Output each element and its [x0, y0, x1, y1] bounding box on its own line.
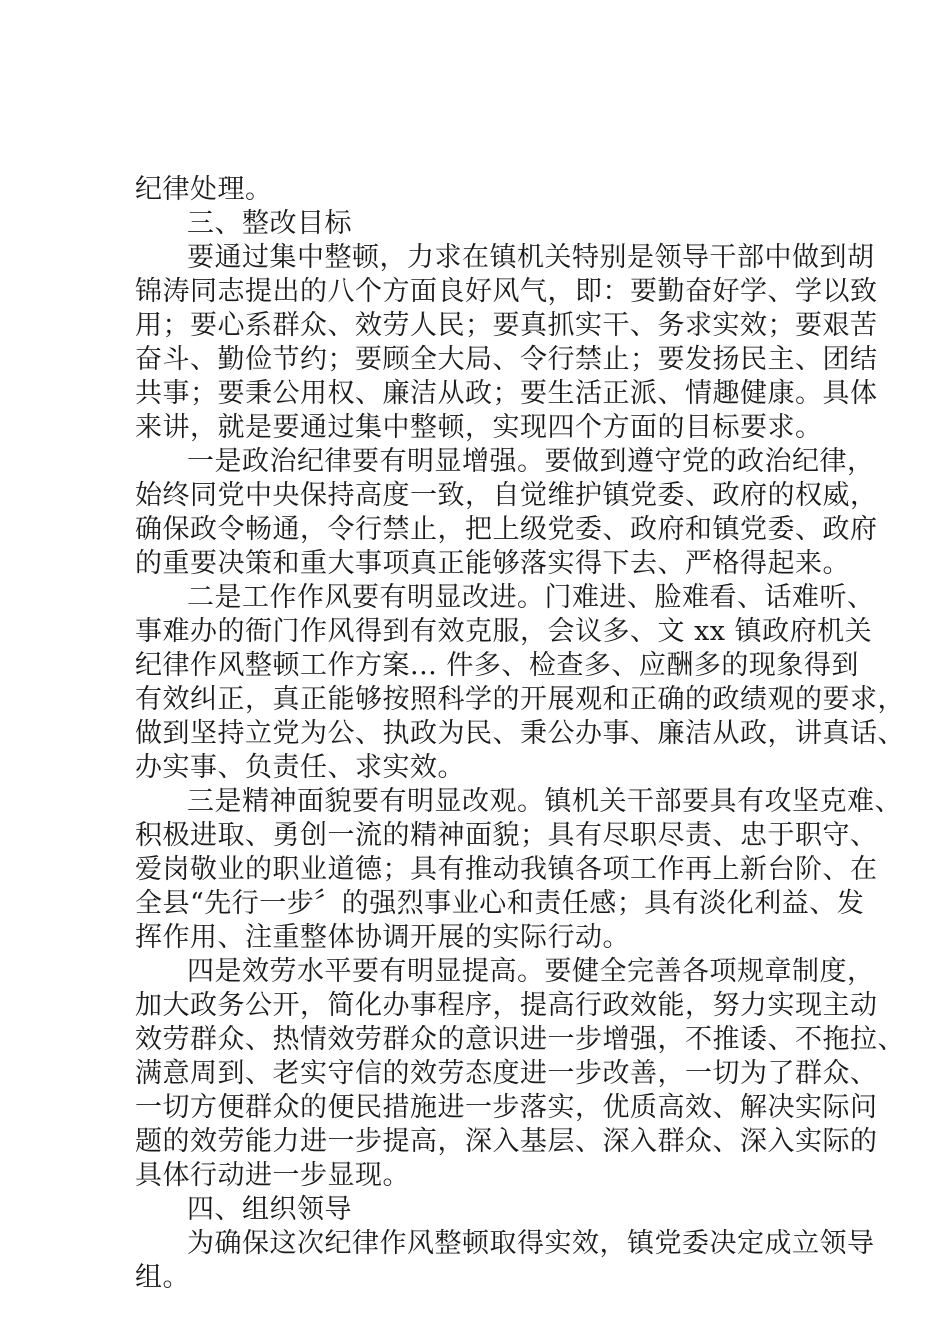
text-line: 挥作用、注重整体协调开展的实际行动。	[135, 922, 630, 953]
text-line: 题的效劳能力进一步提高，深入基层、深入群众、深入实际的	[135, 1126, 878, 1157]
text-line: 积极进取、勇创一流的精神面貌；具有尽职尽责、忠于职守、	[135, 820, 878, 851]
text-line: 锦涛同志提出的八个方面良好风气，即：要勤奋好学、学以致	[135, 276, 878, 307]
text-line: 有效纠正，真正能够按照科学的开展观和正确的政绩观的要求，	[135, 684, 905, 715]
text-line: 纪律处理。	[135, 174, 273, 205]
text-line: 具体行动进一步显现。	[135, 1160, 410, 1191]
text-line: 纪律作风整顿工作方案... 件多、检查多、应酬多的现象得到	[135, 650, 859, 681]
text-line: 一是政治纪律要有明显增强。要做到遵守党的政治纪律，	[187, 446, 875, 477]
text-line: 二是工作作风要有明显改进。门难进、脸难看、话难听、	[187, 582, 875, 613]
text-line: 的重要决策和重大事项真正能够落实得下去、严格得起来。	[135, 548, 850, 579]
text-line: 始终同党中央保持高度一致，自觉维护镇党委、政府的权威，	[135, 480, 878, 511]
text-line: 组。	[135, 1262, 190, 1293]
text-line: 来讲，就是要通过集中整顿，实现四个方面的目标要求。	[135, 412, 823, 443]
text-line: 全县“先行一步〞的强烈事业心和责任感；具有淡化利益、发	[135, 888, 865, 919]
text-line: 办实事、负责任、求实效。	[135, 752, 465, 783]
text-line: 共事；要秉公用权、廉洁从政；要生活正派、情趣健康。具体	[135, 378, 878, 409]
section-heading: 四、组织领导	[187, 1194, 352, 1225]
text-line: 确保政令畅通，令行禁止，把上级党委、政府和镇党委、政府	[135, 514, 878, 545]
text-line: 一切方便群众的便民措施进一步落实，优质高效、解决实际问	[135, 1092, 878, 1123]
text-line: 效劳群众、热情效劳群众的意识进一步增强，不推诿、不拖拉、	[135, 1024, 905, 1055]
text-line: 事难办的衙门作风得到有效克服，会议多、文 xx 镇政府机关	[135, 616, 873, 647]
text-line: 满意周到、老实守信的效劳态度进一步改善，一切为了群众、	[135, 1058, 878, 1089]
text-line: 加大政务公开，简化办事程序，提高行政效能，努力实现主动	[135, 990, 878, 1021]
text-line: 要通过集中整顿，力求在镇机关特别是领导干部中做到胡	[187, 242, 875, 273]
text-line: 为确保这次纪律作风整顿取得实效，镇党委决定成立领导	[187, 1228, 875, 1259]
text-line: 做到坚持立党为公、执政为民、秉公办事、廉洁从政，讲真话、	[135, 718, 905, 749]
section-heading: 三、整改目标	[187, 208, 352, 239]
text-line: 奋斗、勤俭节约；要顾全大局、令行禁止；要发扬民主、团结	[135, 344, 878, 375]
text-line: 用；要心系群众、效劳人民；要真抓实干、务求实效；要艰苦	[135, 310, 878, 341]
text-line: 爱岗敬业的职业道德；具有推动我镇各项工作再上新台阶、在	[135, 854, 878, 885]
text-line: 四是效劳水平要有明显提高。要健全完善各项规章制度，	[187, 956, 875, 987]
text-line: 三是精神面貌要有明显改观。镇机关干部要具有攻坚克难、	[187, 786, 902, 817]
